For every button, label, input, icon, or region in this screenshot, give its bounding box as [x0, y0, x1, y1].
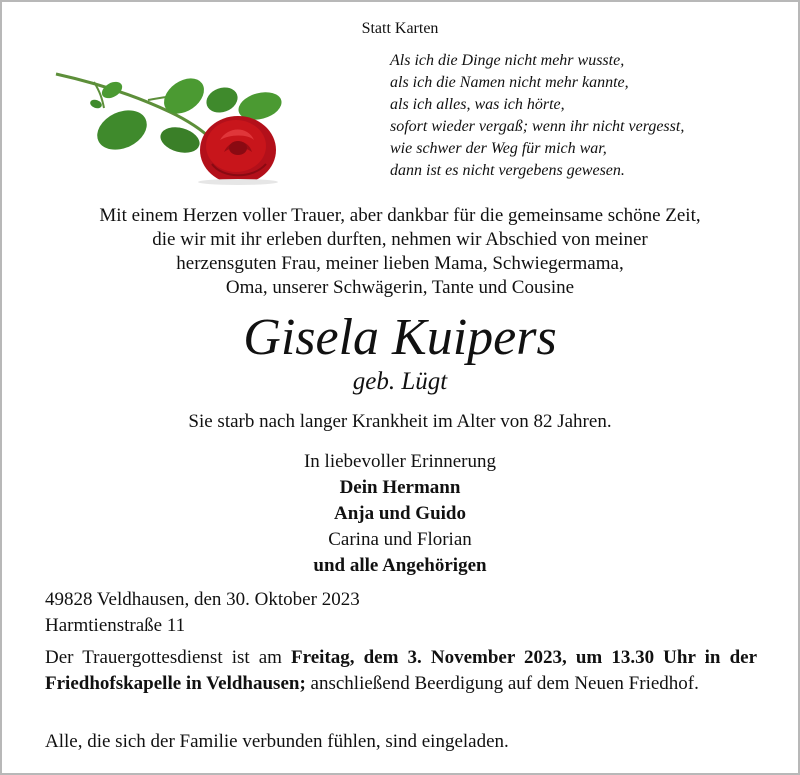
age-note: Sie starb nach langer Krankheit im Alter von 82 Jahren.: [188, 411, 612, 432]
header-note: Statt Karten: [361, 20, 439, 37]
poem-line: als ich alles, was ich hörte,: [390, 96, 565, 113]
street: Harmtienstraße 11: [45, 615, 186, 636]
intro-line: herzensguten Frau, meiner lieben Mama, Schwiegermama,: [176, 253, 624, 274]
poem-line: wie schwer der Weg für mich war,: [390, 140, 607, 157]
invitation: Alle, die sich der Familie verbunden fühlen, sind eingeladen.: [45, 731, 509, 752]
deceased-name: Gisela Kuipers: [243, 309, 557, 366]
mourners-intro: In liebevoller Erinnerung: [303, 451, 497, 472]
maiden-name: geb. Lügt: [352, 368, 448, 395]
intro-line: Oma, unserer Schwägerin, Tante und Cousine: [225, 277, 575, 298]
intro-line: Mit einem Herzen voller Trauer, aber dankbar für die gemeinsame schöne Zeit,: [99, 205, 701, 226]
service-datetime: Freitag, dem 3. November 2023, um 13.30 Uhr in der Friedhofskapelle in Veldhausen;: [45, 647, 758, 694]
rose-icon: [52, 68, 292, 186]
poem-line: sofort wieder vergaß; wenn ihr nicht vergesst,: [390, 118, 685, 135]
place-date: 49828 Veldhausen, den 30. Oktober 2023: [45, 589, 360, 610]
poem: [390, 50, 684, 182]
poem-line: dann ist es nicht vergebens gewesen.: [390, 162, 625, 179]
service-text: Der Trauergottesdienst ist am: [45, 647, 292, 668]
service-info: [45, 645, 757, 697]
mourner-line: Dein Hermann: [339, 477, 461, 498]
mourner-line: Carina und Florian: [328, 529, 472, 550]
intro-text: [0, 204, 800, 300]
address-block: [45, 587, 360, 639]
mourner-line: und alle Angehörigen: [313, 555, 487, 576]
mourner-line: Anja und Guido: [333, 503, 466, 524]
service-text: anschließend Beerdigung auf dem Neuen Friedhof.: [305, 673, 699, 694]
poem-line: Als ich die Dinge nicht mehr wusste,: [390, 52, 625, 69]
intro-line: die wir mit ihr erleben durften, nehmen wir Abschied von meiner: [152, 229, 648, 250]
mourners-block: [0, 449, 800, 579]
poem-line: als ich die Namen nicht mehr kannte,: [390, 74, 629, 91]
